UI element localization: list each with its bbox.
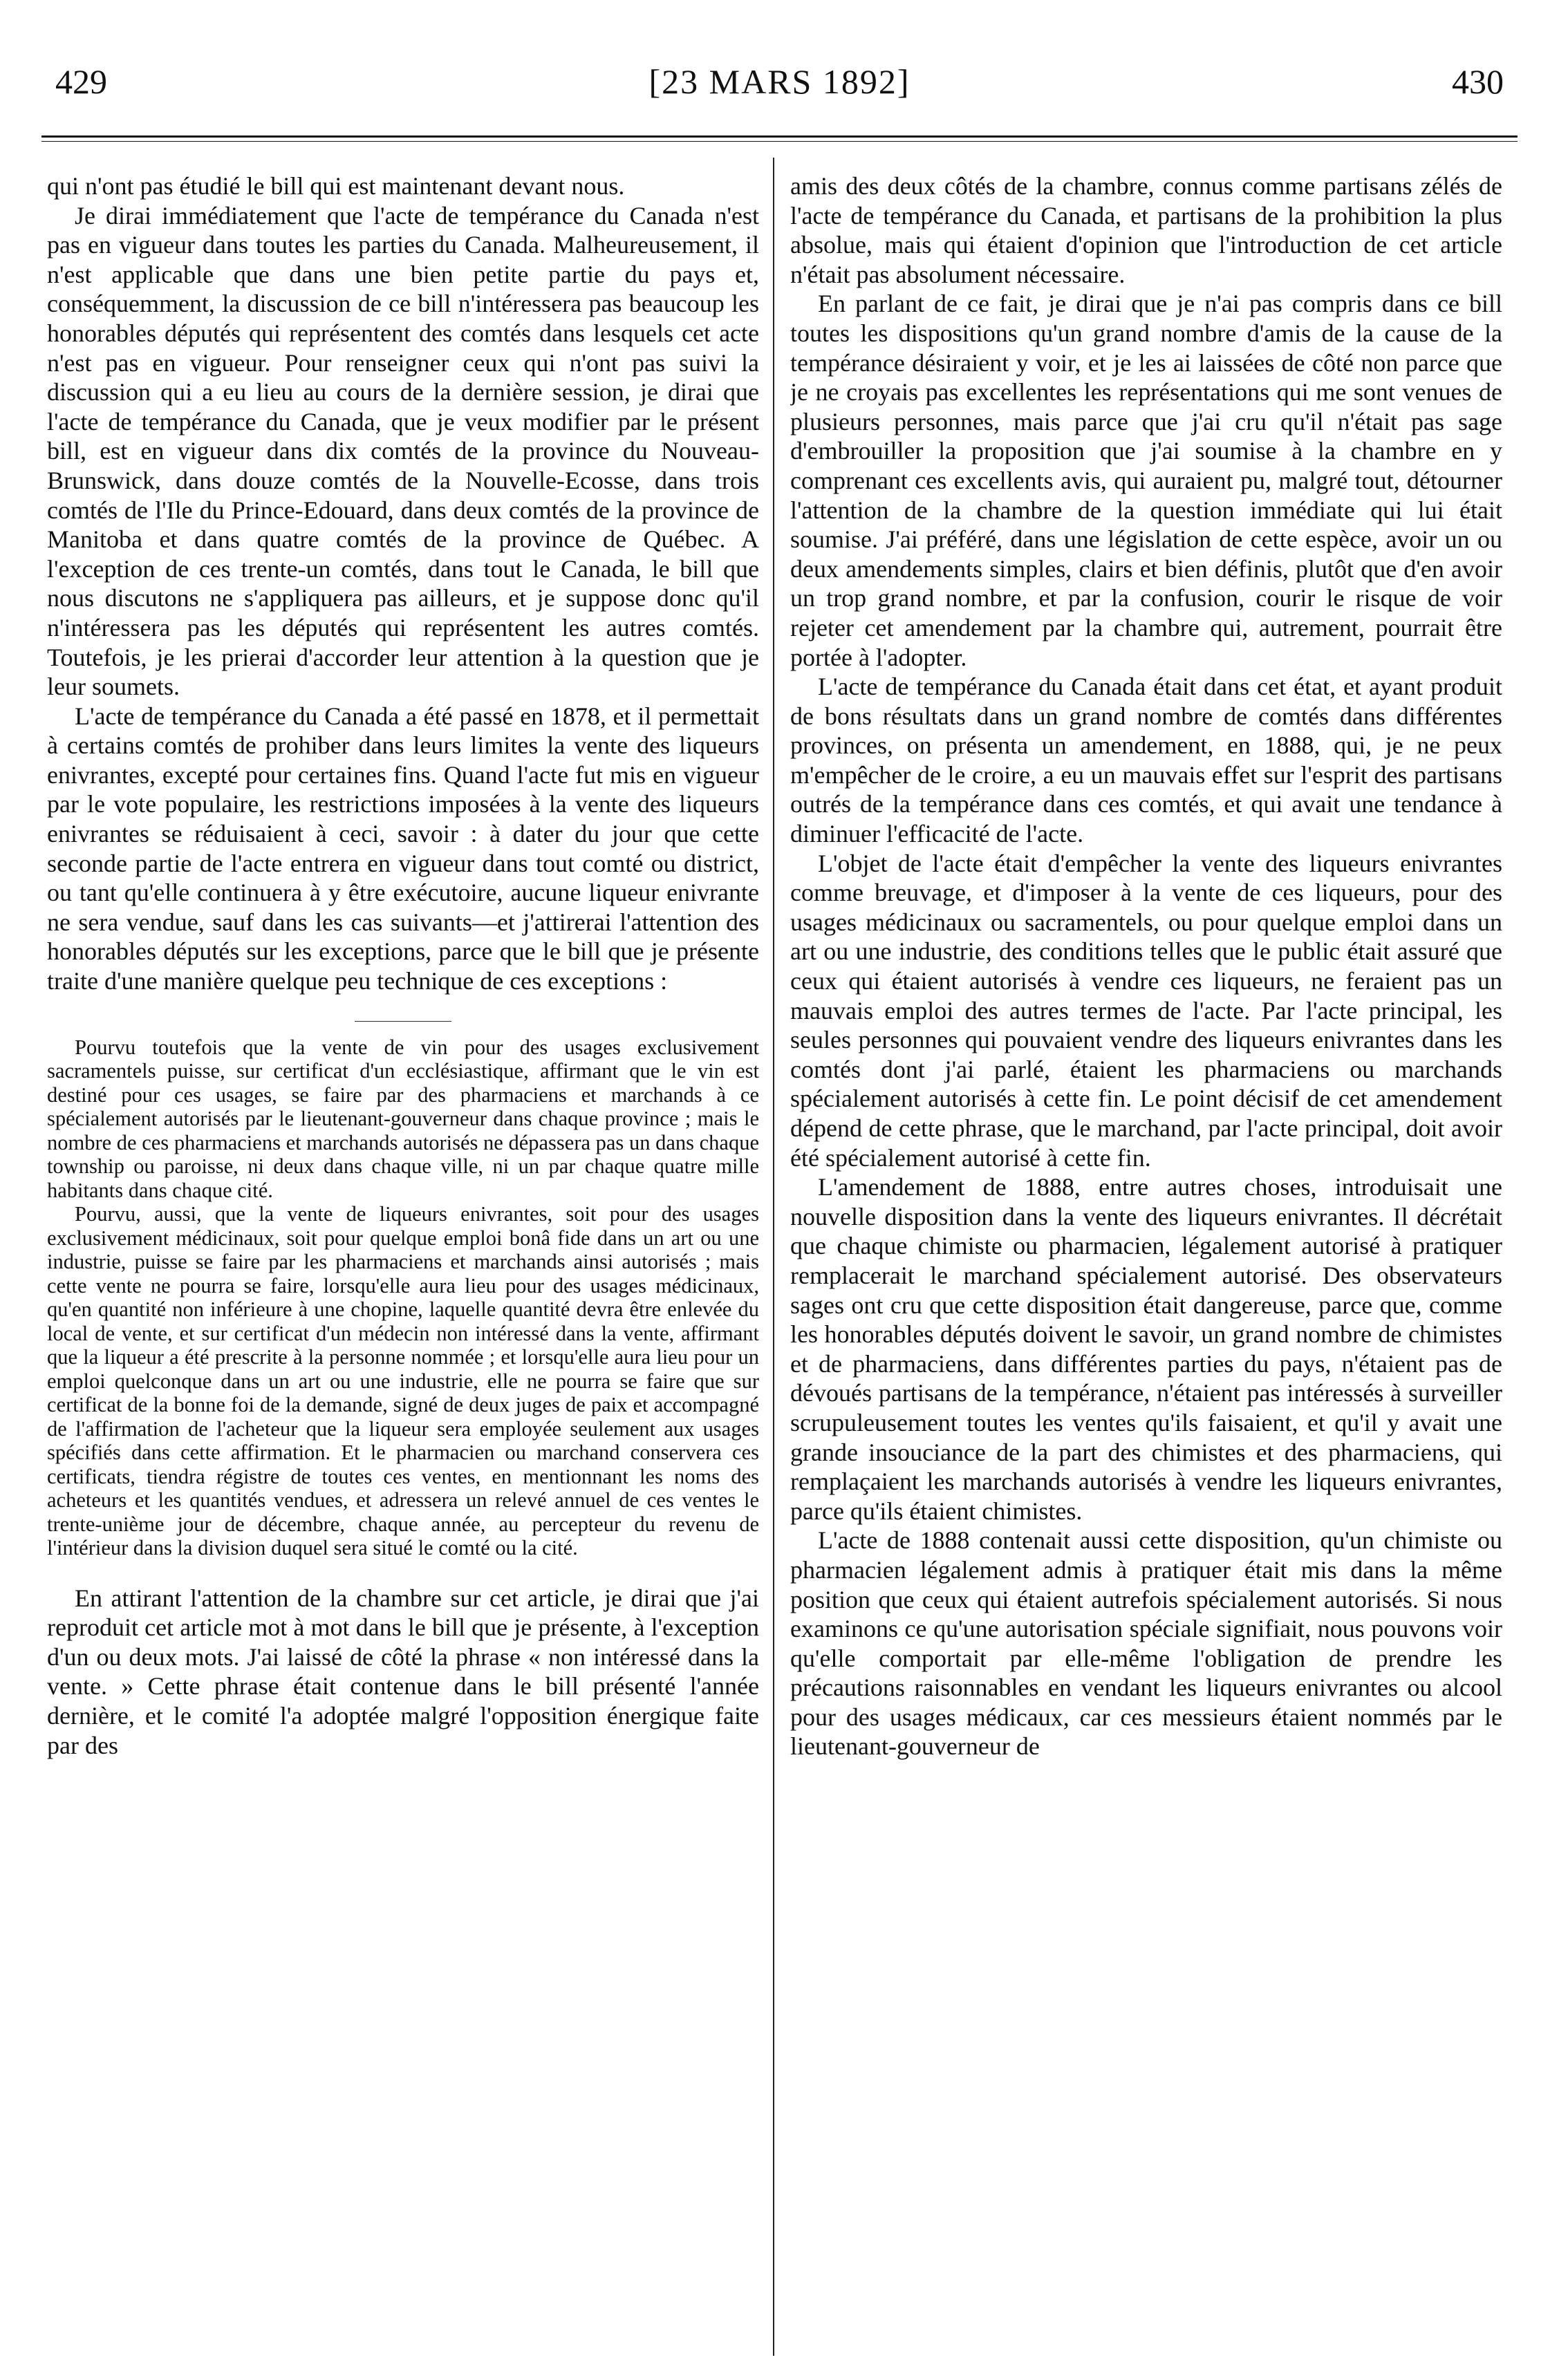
left-column — [47, 171, 759, 2356]
left-paragraph-2: Je dirai immédiatement que l'acte de tempérance du Canada n'est pas en vigueur dans toutes les parties du Canada. Malheureusement, il n'est applicable que dans une bien petite partie du pays et, conséquemment, la discussion de ce bill n'intéressera pas beaucoup les honorables députés qui représentent des comtés dans lesquels cet acte n'est pas en vigueur. Pour renseigner ceux qui n'ont pas suivi la discussion qui a eu lieu au cours de la dernière session, je dirai que l'acte de tempérance du Canada, que je veux modifier par le présent bill, est en vigueur dans dix comtés de la province du Nouveau-Brunswick, dans douze comtés de la Nouvelle-Ecosse, dans trois comtés de l'Ile du Prince-Edouard, dans deux comtés de la province de Manitoba et dans quatre comtés de la province de Québec. A l'exception de ces trente-un comtés, dans tout le Canada, le bill que nous discutons ne s'appliquera pas ailleurs, et je suppose donc qu'il n'intéressera pas les députés qui représentent les autres comtés. Toutefois, je les prierai d'accorder leur attention à la question que je leur soumets. — [47, 201, 759, 701]
right-paragraph-2: En parlant de ce fait, je dirai que je n'ai pas compris dans ce bill toutes les dispositions qu'un grand nombre d'amis de la cause de la tempérance désiraient y voir, et je les ai laissées de côté non parce que je ne croyais pas excellentes les représentations qui me sont venues de plusieurs personnes, mais parce que j'ai cru qu'il n'était pas sage d'embrouiller la proposition que j'ai soumise à la chambre en y comprenant ces excellents avis, qui auraient pu, malgré tout, détourner l'attention de la chambre de la question immédiate qui lui était soumise. J'ai préféré, dans une législation de cette espèce, avoir un ou deux amendements simples, clairs et bien définis, plutôt que d'en avoir un trop grand nombre, et par la confusion, courir le risque de voir rejeter cet amendement par la chambre qui, autrement, pourrait être portée à l'adopter. — [790, 290, 1502, 671]
quote-paragraph-1: Pourvu toutefois que la vente de vin pour des usages exclusivement sacramentels puisse, sur certificat d'un ecclésiastique, affirmant que le vin est destiné pour ces usages, se faire par des pharmaciens et marchands à ce spécialement autorisés par le lieutenant-gouverneur dans chaque province ; mais le nombre de ces pharmaciens et marchands autorisés ne dépassera pas un dans chaque township ou paroisse, ni deux dans chaque ville, ni un par chaque quatre mille habitants dans chaque cité. — [47, 1035, 759, 1202]
left-paragraph-1: qui n'ont pas étudié le bill qui est maintenant devant nous. — [47, 172, 625, 200]
quote-paragraph-2: Pourvu, aussi, que la vente de liqueurs enivrantes, soit pour des usages exclusivement médicinaux, soit pour quelque emploi bonâ fide dans un art ou une industrie, puisse se faire par les pharmaciens et marchands ainsi autorisés ; mais cette vente ne pourra se faire, lorsqu'elle aura lieu pour des usages médicinaux, qu'en quantité non inférieure à une chopine, laquelle quantité devra être enlevée du local de vente, et sur certificat d'un médecin non intéressé dans la vente, affirmant que la liqueur a été prescrite à la personne nommée ; et lorsqu'elle aura lieu pour un emploi quelconque dans un art ou une industrie, elle ne pourra se faire que sur certificat de la bonne foi de la demande, signé de deux juges de paix et accompagné de l'affirmation de l'acheteur que la liqueur sera employée seulement aux usages spécifiés dans cette affirmation. Et le pharmacien ou marchand conservera ces certificats, tiendra régistre de toutes ces ventes, en mentionnant les noms des acheteurs et les quantités vendues, et adressera un relevé annuel de ces ventes le trente-unième jour de décembre, chaque année, au percepteur du revenu de l'intérieur dans la division duquel sera situé le comté ou la cité. — [47, 1202, 759, 1560]
right-column — [790, 171, 1502, 2356]
page-date-header: [23 MARS 1892] — [648, 62, 911, 101]
quote-separator-rule — [355, 1021, 451, 1022]
right-page-number: 430 — [1452, 62, 1504, 101]
column-divider — [773, 158, 774, 2356]
right-paragraph-3: L'acte de tempérance du Canada était dans cet état, et ayant produit de bons résultats dans un grand nombre de comtés dans différentes provinces, on présenta un amendement, en 1888, qui, je ne peux m'empêcher de le croire, a eu un mauvais effet sur l'esprit des partisans outrés de la tempérance dans ces comtés, et qui avait une tendance à diminuer l'efficacité de l'acte. — [790, 673, 1502, 848]
right-paragraph-4: L'objet de l'acte était d'empêcher la vente des liqueurs enivrantes comme breuvage, et d'imposer à la vente de ces liqueurs, pour des usages médicinaux ou sacramentels, ou pour quelque emploi dans un art ou une industrie, des conditions telles que le public était assuré que ceux qui étaient autorisés à vendre ces liqueurs, ne feraient pas un mauvais emploi des autres termes de l'acte. Par l'acte principal, les seules personnes qui pouvaient vendre des liqueurs enivrantes dans les comtés dont j'ai parlé, étaient les pharmaciens ou marchands spécialement autorisés à cette fin. Le point décisif de cet amendement dépend de cette phrase, que le marchand, par l'acte principal, doit avoir été spécialement autorisé à cette fin. — [790, 849, 1502, 1172]
left-paragraph-4: En attirant l'attention de la chambre sur cet article, je dirai que j'ai reproduit cet article mot à mot dans le bill que je présente, à l'exception d'un ou deux mots. J'ai laissé de côté la phrase « non intéressé dans la vente. » Cette phrase était contenue dans le bill présenté l'année dernière, et le comité l'a adoptée malgré l'opposition énergique faite par des — [47, 1584, 759, 1759]
left-page-number: 429 — [55, 62, 107, 101]
left-paragraph-3: L'acte de tempérance du Canada a été passé en 1878, et il permettait à certains comtés de prohiber dans leurs limites la vente des liqueurs enivrantes, excepté pour certaines fins. Quand l'acte fut mis en vigueur par le vote populaire, les restrictions imposées à la vente des liqueurs enivrantes se réduisaient à ceci, savoir : à dater du jour que cette seconde partie de l'acte entrera en vigueur dans tout comté ou district, ou tant qu'elle continuera à y être exécutoire, aucune liqueur enivrante ne sera vendue, sauf dans les cas suivants—et j'attirerai l'attention des honorables députés sur les exceptions, parce que le bill que je présente traite d'une manière quelque peu technique de ces exceptions : — [47, 702, 759, 995]
header-rule-thick — [41, 135, 1518, 138]
quoted-act-excerpt — [47, 1021, 759, 1560]
right-paragraph-6: L'acte de 1888 contenait aussi cette disposition, qu'un chimiste ou pharmacien légalement admis à pratiquer était mis dans la même position que ceux qui étaient autrefois spécialement autorisés. Si nous examinons ce qu'une autorisation spéciale signifiait, nous pouvons voir qu'elle comportait par elle-même l'obligation de prendre les précautions raisonnables en vendant les liqueurs enivrantes ou alcool pour des usages médicaux, car ces messieurs étaient nommés par le lieutenant-gouverneur de — [790, 1526, 1502, 1761]
header-rule-thin — [41, 141, 1518, 142]
right-paragraph-5: L'amendement de 1888, entre autres choses, introduisait une nouvelle disposition dans la vente des liqueurs enivrantes. Il décrétait que chaque chimiste ou pharmacien, légalement autorisé à pratiquer remplacerait le marchand spécialement autorisé. Des observateurs sages ont cru que cette disposition était dangereuse, parce que, comme les honorables députés doivent le savoir, un grand nombre de chimistes et de pharmaciens, dans différentes parties du pays, n'étaient pas de dévoués partisans de la tempérance, n'étaient pas intéressés à surveiller scrupuleusement toutes les ventes qu'ils faisaient, et qu'il y avait une grande insouciance de la part des chimistes et des pharmaciens, qui remplaçaient les marchands autorisés à vendre les liqueurs enivrantes, parce qu'ils étaient chimistes. — [790, 1173, 1502, 1525]
right-paragraph-1: amis des deux côtés de la chambre, connus comme partisans zélés de l'acte de tempérance du Canada, et partisans de la prohibition la plus absolue, mais qui étaient d'opinion que l'introduction de cet article n'était pas absolument nécessaire. — [790, 172, 1502, 288]
